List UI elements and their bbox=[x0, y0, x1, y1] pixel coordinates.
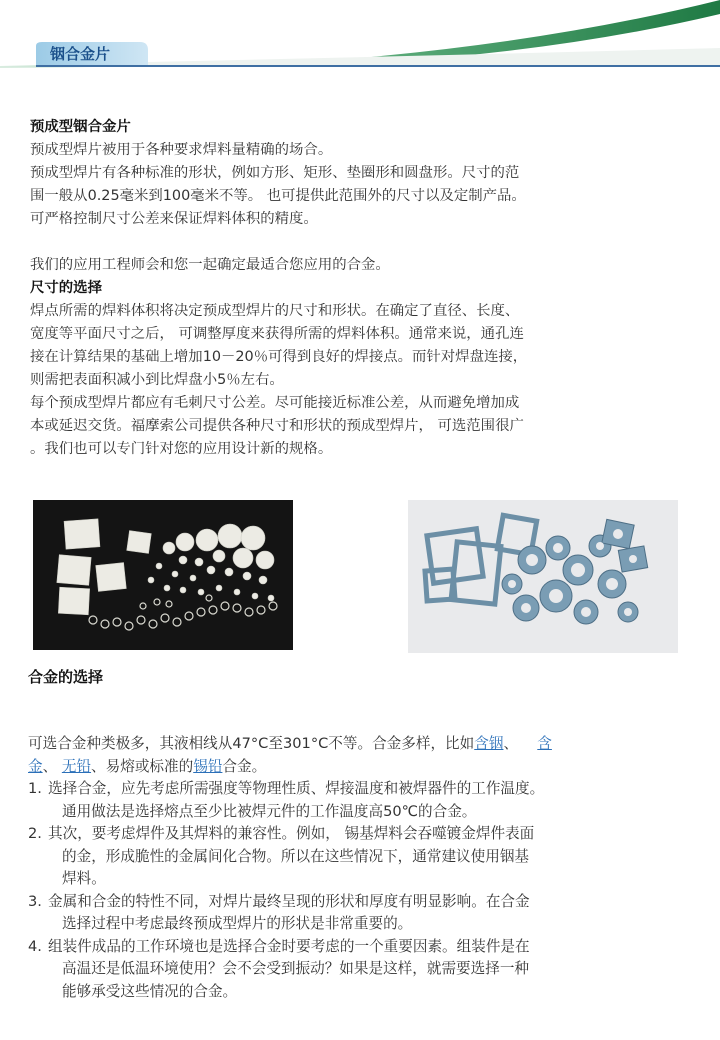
list-item bbox=[28, 823, 696, 891]
list-line: 组装件成品的工作环境也是选择合金时要考虑的一个重要因素。组装件是在 bbox=[48, 937, 530, 955]
text-line: 预成型焊片被用于各种要求焊料量精确的场合。 bbox=[30, 142, 333, 158]
section-heading-size: 尺寸的选择 bbox=[30, 280, 102, 296]
washers-on-grey-photo bbox=[408, 500, 678, 653]
list-line: 其次，要考虑焊件及其焊料的兼容性。例如， 锡基焊料会吞噬镀金焊件表面 bbox=[48, 825, 535, 842]
page-title: 铟合金片 bbox=[50, 45, 111, 63]
alloy-intro: 可选合金种类极多，其液相线从47°C至301°C不等。合金多样，比如含铟、 含 bbox=[28, 735, 552, 752]
alloy-intro-cont: 金、 无铅、易熔或标准的锡铅合金。 bbox=[28, 757, 267, 775]
link-gold[interactable]: 金 bbox=[28, 757, 43, 775]
text-line: 接在计算结果的基础上增加10－20％可得到良好的焊接点。而针对焊盘连接， bbox=[30, 349, 528, 365]
header-band bbox=[0, 0, 720, 80]
list-line: 的金，形成脆性的金属间化合物。所以在这些情况下，通常建议使用铟基 bbox=[62, 847, 530, 865]
list-line: 高温还是低温环境使用？会不会受到振动？如果是这样，就需要选择一种 bbox=[62, 960, 530, 977]
text-line: 本或延迟交货。福摩索公司提供各种尺寸和形状的预成型焊片， 可选范围很广 bbox=[30, 418, 524, 434]
text-line: 每个预成型焊片都应有毛刺尺寸公差。尽可能接近标准公差，从而避免增加成 bbox=[30, 395, 520, 411]
list-line: 选择合金，应先考虑所需强度等物理性质、焊接温度和被焊器件的工作温度。 bbox=[48, 780, 545, 797]
link-indium[interactable]: 含铟 bbox=[474, 735, 504, 752]
text-line: 焊点所需的焊料体积将决定预成型焊片的尺寸和形状。在确定了直径、长度、 bbox=[30, 303, 520, 319]
list-item bbox=[28, 891, 696, 936]
link-tin-lead[interactable]: 锡铅 bbox=[193, 757, 223, 775]
list-number: 1. bbox=[28, 780, 42, 797]
text-line: 围一般从0.25毫米到100毫米不等。 也可提供此范围外的尺寸以及定制产品。 bbox=[30, 188, 526, 204]
text-line: 预成型焊片有各种标准的形状，例如方形、矩形、垫圈形和圆盘形。尺寸的范 bbox=[30, 165, 520, 181]
list-item bbox=[28, 778, 696, 823]
list-line: 选择过程中考虑最终预成型焊片的形状是非常重要的。 bbox=[62, 915, 413, 932]
text-line: 则需把表面积减小到比焊盘小5％左右。 bbox=[30, 372, 284, 388]
alloy-text bbox=[28, 733, 696, 1003]
text-line: 我们的应用工程师会和您一起确定最适合您应用的合金。 bbox=[30, 257, 390, 273]
link-gold[interactable]: 含 bbox=[537, 735, 552, 752]
text-line: 宽度等平面尺寸之后， 可调整厚度来获得所需的焊料体积。通常来说，通孔连 bbox=[30, 326, 524, 342]
section-heading-preforms: 预成型铟合金片 bbox=[30, 119, 131, 135]
list-number: 2. bbox=[28, 825, 42, 842]
list-line: 焊料。 bbox=[62, 870, 106, 887]
section-heading-alloy: 合金的选择 bbox=[28, 668, 104, 686]
list-line: 能够承受这些情况的合金。 bbox=[62, 982, 238, 1000]
list-number: 3. bbox=[28, 892, 42, 910]
text-line: 可严格控制尺寸公差来保证焊料体积的精度。 bbox=[30, 211, 318, 227]
preforms-on-black-photo bbox=[33, 500, 293, 650]
body-text bbox=[30, 116, 692, 461]
link-lead-free[interactable]: 无铅 bbox=[61, 757, 92, 775]
list-number: 4. bbox=[28, 937, 42, 955]
text-line: 。我们也可以专门针对您的应用设计新的规格。 bbox=[30, 441, 333, 457]
list-item bbox=[28, 936, 696, 1004]
list-line: 通用做法是选择熔点至少比被焊元件的工作温度高50℃的合金。 bbox=[62, 802, 477, 820]
list-line: 金属和合金的特性不同，对焊片最终呈现的形状和厚度有明显影响。在合金 bbox=[48, 892, 530, 910]
